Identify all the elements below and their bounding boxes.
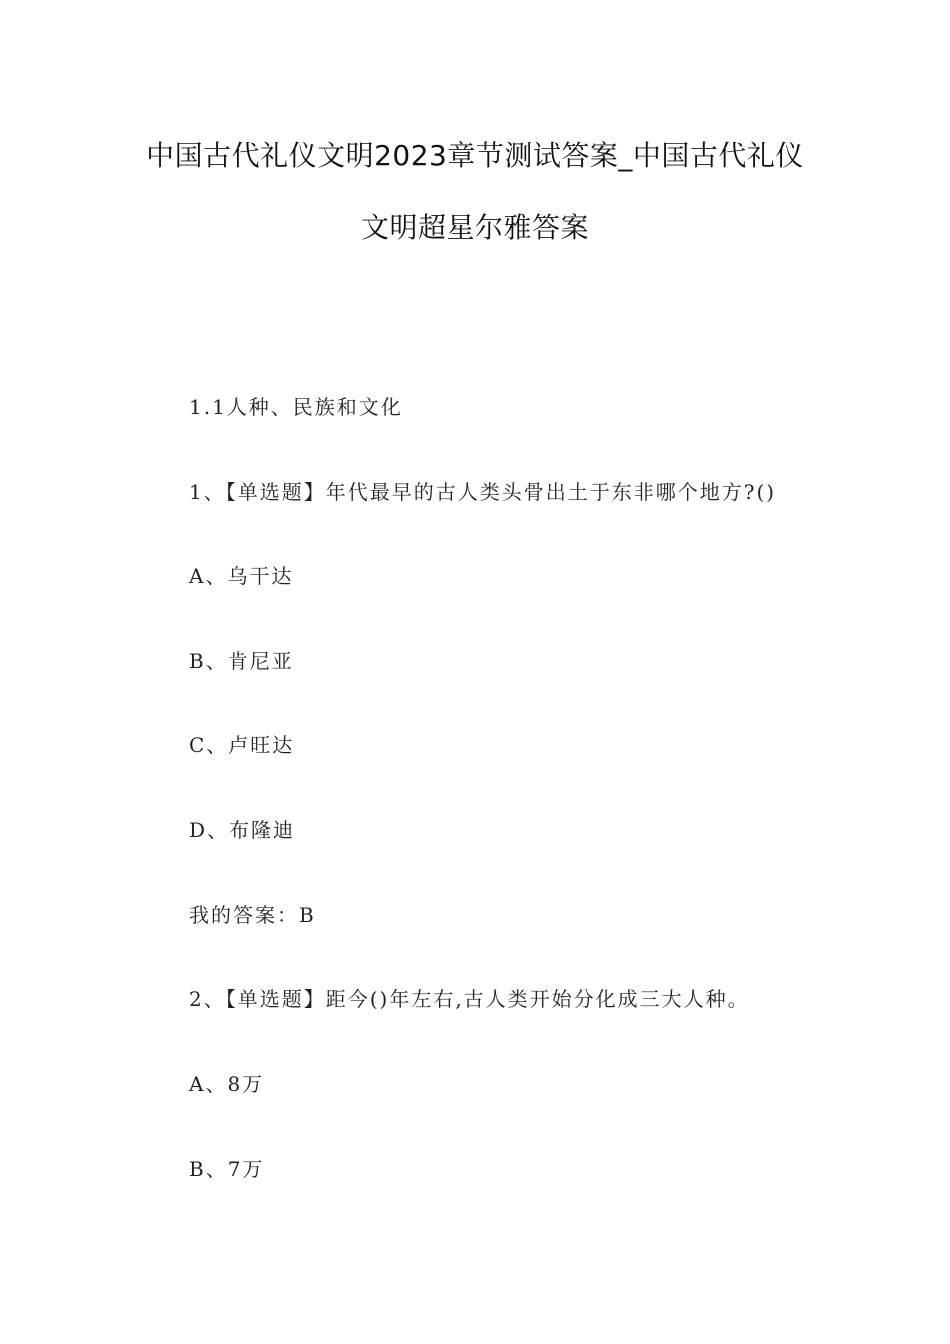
question-1-option-a: A、乌干达 xyxy=(189,564,294,588)
question-1-stem: 1、【单选题】年代最早的古人类头骨出土于东非哪个地方?() xyxy=(189,480,777,504)
document-title-line-2: 文明超星尔雅答案 xyxy=(360,211,589,244)
question-2-option-a: A、8万 xyxy=(189,1072,265,1096)
question-1-answer: 我的答案：B xyxy=(189,903,316,927)
document-title-line-1: 中国古代礼仪文明2023章节测试答案_中国古代礼仪 xyxy=(146,139,804,172)
question-1-option-b: B、肯尼亚 xyxy=(189,649,294,673)
question-1-option-c: C、卢旺达 xyxy=(189,733,295,757)
question-1-option-d: D、布隆迪 xyxy=(189,818,296,842)
question-2-option-b: B、7万 xyxy=(189,1157,265,1181)
question-2-stem: 2、【单选题】距今()年左右,古人类开始分化成三大人种。 xyxy=(189,987,750,1011)
section-heading: 1.1人种、民族和文化 xyxy=(189,395,403,419)
